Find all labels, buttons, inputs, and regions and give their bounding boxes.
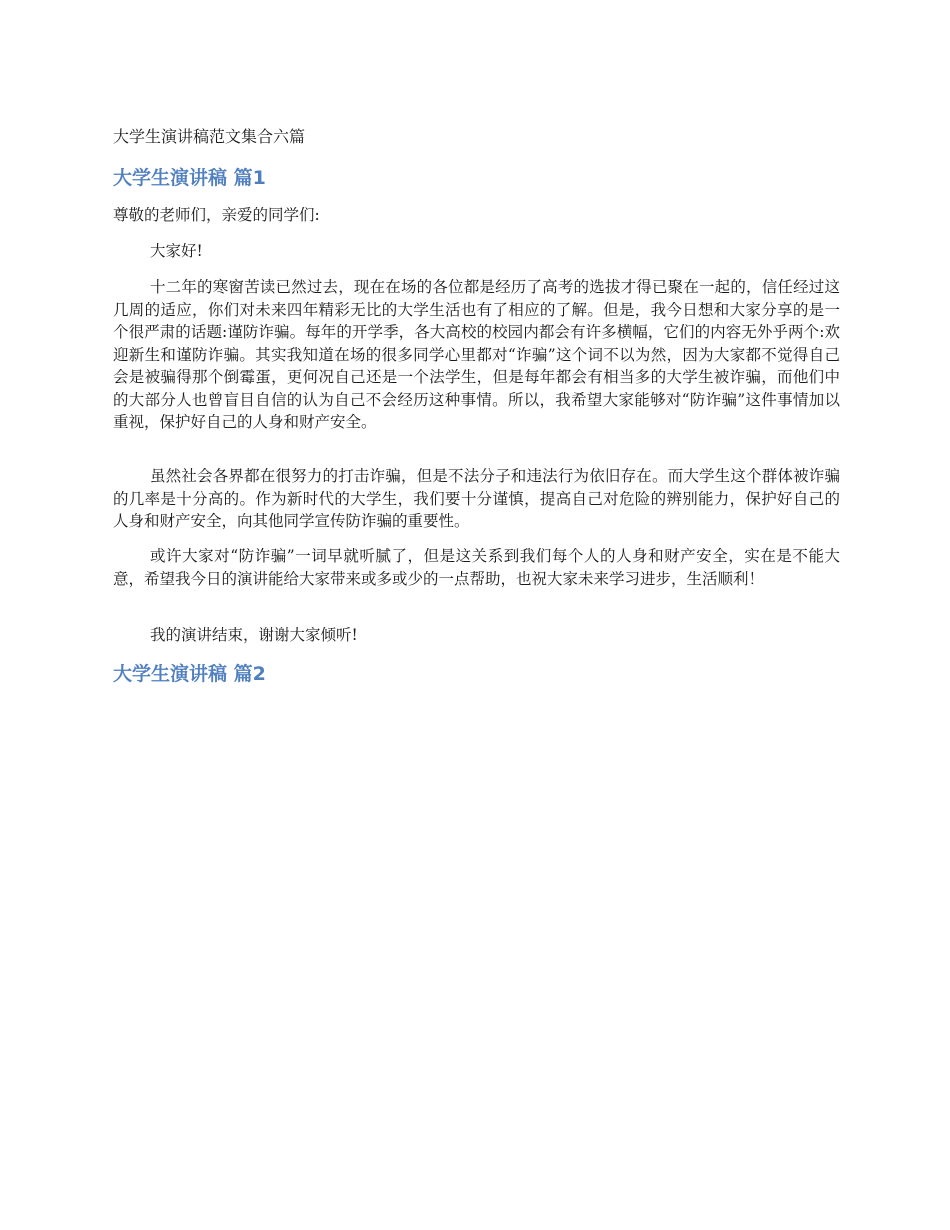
section-heading-1: 大学生演讲稿 篇1 [113,167,266,189]
greeting-paragraph: 大家好! [150,242,203,260]
body-paragraph-3: 或许大家对“防诈骗”一词早就听腻了，但是这关系到我们每个人的人身和财产安全，实在是不能大意，希望我今日的演讲能给大家带来或多或少的一点帮助，也祝大家未来学习进步，生活顺利！ [113,547,840,588]
closing-paragraph: 我的演讲结束，谢谢大家倾听! [150,626,358,644]
body-paragraph-1: 十二年的寒窗苦读已然过去，现在在场的各位都是经历了高考的选拔才得已聚在一起的，信任经过这几周的适应，你们对未来四年精彩无比的大学生活也有了相应的了解。但是，我今日想和大家分享的是一个很严肃的话题:谨防诈骗。每年的开学季，各大高校的校园内都会有许多横幅，它们的内容无外乎两个:欢迎新生和谨防诈骗。其实我知道在场的很多同学心里都对“诈骗”这个词不以为然，因为大家都不觉得自己会是被骗得那个倒霉蛋，更何况自己还是一个法学生，但是每年都会有相当多的大学生被诈骗，而他们中的大部分人也曾盲目自信的认为自己不会经历这种事情。所以，我希望大家能够对“防诈骗”这件事情加以重视，保护好自己的人身和财产安全。 [113,278,840,431]
salutation-paragraph: 尊敬的老师们，亲爱的同学们: [113,206,320,224]
document-title: 大学生演讲稿范文集合六篇 [113,127,306,146]
body-paragraph-2: 虽然社会各界都在很努力的打击诈骗，但是不法分子和违法行为依旧存在。而大学生这个群体被诈骗的几率是十分高的。作为新时代的大学生，我们要十分谨慎，提高自己对危险的辨别能力，保护好自己的人身和财产安全，向其他同学宣传防诈骗的重要性。 [113,467,840,530]
section-heading-2: 大学生演讲稿 篇2 [113,663,266,685]
